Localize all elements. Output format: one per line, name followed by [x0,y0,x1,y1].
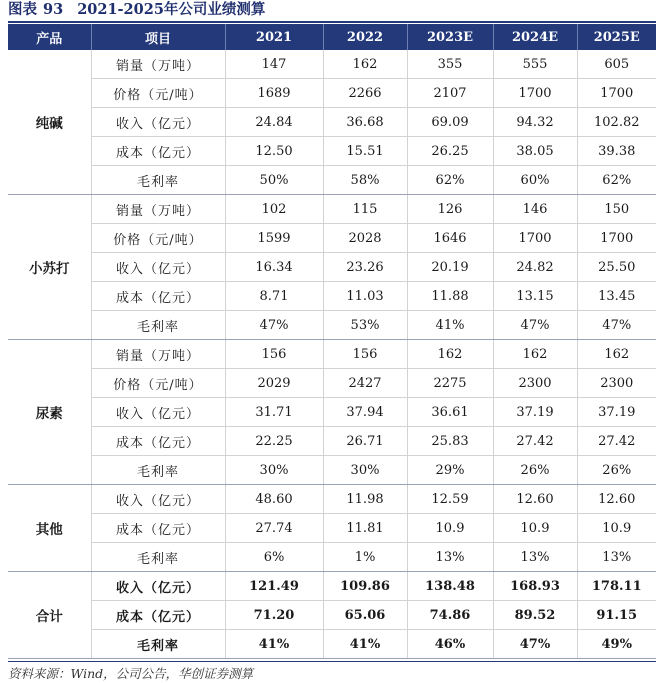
item-cell: 收入（亿元） [91,253,225,282]
value-cell: 1700 [577,224,656,253]
header-2023e: 2023E [407,24,493,50]
value-cell: 25.50 [577,253,656,282]
table-row [8,485,656,514]
value-cell: 20.19 [407,253,493,282]
figure-number: 93 [43,1,64,18]
table-row [8,108,656,137]
value-cell: 12.59 [407,485,493,514]
value-cell: 37.94 [323,398,407,427]
table-row [8,572,656,601]
table-row [8,253,656,282]
value-cell: 89.52 [493,601,577,630]
value-cell: 156 [225,340,323,369]
value-cell: 2300 [577,369,656,398]
source-note: 资料来源：Wind，公司公告，华创证券测算 [8,666,254,681]
value-cell: 126 [407,195,493,224]
value-cell: 47% [577,311,656,340]
item-cell: 成本（亿元） [91,282,225,311]
item-cell: 价格（元/吨） [91,79,225,108]
header-2025e: 2025E [577,24,656,50]
figure-label: 图表 [8,1,37,18]
item-cell: 收入（亿元） [91,572,225,601]
header-item: 项目 [91,24,225,50]
table-header-row [8,24,656,50]
value-cell: 13.45 [577,282,656,311]
value-cell: 147 [225,50,323,79]
item-cell: 成本（亿元） [91,137,225,166]
value-cell: 8.71 [225,282,323,311]
value-cell: 26% [577,456,656,485]
value-cell: 162 [407,340,493,369]
value-cell: 13% [577,543,656,572]
item-cell: 销量（万吨） [91,195,225,224]
table-row [8,369,656,398]
product-cell: 尿素 [8,340,91,485]
value-cell: 2029 [225,369,323,398]
value-cell: 41% [323,630,407,659]
table-row [8,137,656,166]
table-row [8,311,656,340]
value-cell: 37.19 [493,398,577,427]
value-cell: 29% [407,456,493,485]
header-product: 产品 [8,24,91,50]
table-row [8,224,656,253]
title-rule [8,21,656,23]
value-cell: 1700 [493,224,577,253]
value-cell: 178.11 [577,572,656,601]
item-cell: 价格（元/吨） [91,224,225,253]
value-cell: 36.68 [323,108,407,137]
value-cell: 48.60 [225,485,323,514]
table-row [8,630,656,659]
value-cell: 12.50 [225,137,323,166]
value-cell: 2266 [323,79,407,108]
value-cell: 10.9 [493,514,577,543]
value-cell: 1% [323,543,407,572]
figure-title [8,0,265,22]
table-row [8,427,656,456]
figure-title-text: 2021-2025年公司业绩测算 [77,1,266,18]
value-cell: 102.82 [577,108,656,137]
value-cell: 11.98 [323,485,407,514]
value-cell: 1646 [407,224,493,253]
value-cell: 138.48 [407,572,493,601]
value-cell: 146 [493,195,577,224]
item-cell: 收入（亿元） [91,398,225,427]
value-cell: 27.74 [225,514,323,543]
value-cell: 24.82 [493,253,577,282]
value-cell: 62% [407,166,493,195]
value-cell: 22.25 [225,427,323,456]
header-2024e: 2024E [493,24,577,50]
value-cell: 102 [225,195,323,224]
value-cell: 2028 [323,224,407,253]
value-cell: 168.93 [493,572,577,601]
header-2021: 2021 [225,24,323,50]
value-cell: 15.51 [323,137,407,166]
value-cell: 25.83 [407,427,493,456]
item-cell: 毛利率 [91,543,225,572]
value-cell: 50% [225,166,323,195]
product-cell: 其他 [8,485,91,572]
value-cell: 27.42 [577,427,656,456]
value-cell: 24.84 [225,108,323,137]
item-cell: 成本（亿元） [91,601,225,630]
item-cell: 毛利率 [91,311,225,340]
value-cell: 555 [493,50,577,79]
value-cell: 162 [323,50,407,79]
table-row [8,166,656,195]
value-cell: 62% [577,166,656,195]
value-cell: 23.26 [323,253,407,282]
product-cell: 小苏打 [8,195,91,340]
value-cell: 2275 [407,369,493,398]
value-cell: 91.15 [577,601,656,630]
value-cell: 38.05 [493,137,577,166]
table-row [8,601,656,630]
value-cell: 26% [493,456,577,485]
value-cell: 16.34 [225,253,323,282]
product-cell: 纯碱 [8,50,91,195]
item-cell: 收入（亿元） [91,485,225,514]
value-cell: 74.86 [407,601,493,630]
value-cell: 109.86 [323,572,407,601]
earnings-forecast-table [8,24,656,659]
table-row [8,514,656,543]
value-cell: 36.61 [407,398,493,427]
value-cell: 12.60 [577,485,656,514]
value-cell: 12.60 [493,485,577,514]
table-body [8,50,656,659]
value-cell: 47% [493,630,577,659]
value-cell: 1689 [225,79,323,108]
value-cell: 13.15 [493,282,577,311]
value-cell: 13% [407,543,493,572]
value-cell: 162 [577,340,656,369]
table-row [8,195,656,224]
value-cell: 162 [493,340,577,369]
value-cell: 2300 [493,369,577,398]
item-cell: 价格（元/吨） [91,369,225,398]
value-cell: 605 [577,50,656,79]
value-cell: 26.71 [323,427,407,456]
value-cell: 41% [407,311,493,340]
value-cell: 150 [577,195,656,224]
item-cell: 毛利率 [91,456,225,485]
value-cell: 41% [225,630,323,659]
table-row [8,79,656,108]
item-cell: 销量（万吨） [91,50,225,79]
value-cell: 94.32 [493,108,577,137]
table-row [8,50,656,79]
value-cell: 31.71 [225,398,323,427]
value-cell: 11.81 [323,514,407,543]
table-row [8,282,656,311]
value-cell: 10.9 [407,514,493,543]
item-cell: 销量（万吨） [91,340,225,369]
value-cell: 53% [323,311,407,340]
value-cell: 11.03 [323,282,407,311]
value-cell: 37.19 [577,398,656,427]
value-cell: 69.09 [407,108,493,137]
table-row [8,456,656,485]
value-cell: 39.38 [577,137,656,166]
table-row [8,340,656,369]
item-cell: 毛利率 [91,630,225,659]
value-cell: 2427 [323,369,407,398]
table-row [8,543,656,572]
value-cell: 115 [323,195,407,224]
value-cell: 1700 [493,79,577,108]
value-cell: 46% [407,630,493,659]
value-cell: 47% [493,311,577,340]
value-cell: 30% [323,456,407,485]
item-cell: 成本（亿元） [91,514,225,543]
value-cell: 1599 [225,224,323,253]
value-cell: 30% [225,456,323,485]
source-rule [8,661,656,662]
item-cell: 成本（亿元） [91,427,225,456]
value-cell: 13% [493,543,577,572]
value-cell: 121.49 [225,572,323,601]
value-cell: 10.9 [577,514,656,543]
product-cell: 合计 [8,572,91,659]
value-cell: 156 [323,340,407,369]
value-cell: 2107 [407,79,493,108]
value-cell: 47% [225,311,323,340]
item-cell: 毛利率 [91,166,225,195]
value-cell: 26.25 [407,137,493,166]
value-cell: 71.20 [225,601,323,630]
value-cell: 65.06 [323,601,407,630]
value-cell: 60% [493,166,577,195]
item-cell: 收入（亿元） [91,108,225,137]
value-cell: 1700 [577,79,656,108]
header-2022: 2022 [323,24,407,50]
value-cell: 49% [577,630,656,659]
value-cell: 58% [323,166,407,195]
table-row [8,398,656,427]
value-cell: 6% [225,543,323,572]
value-cell: 355 [407,50,493,79]
value-cell: 11.88 [407,282,493,311]
value-cell: 27.42 [493,427,577,456]
